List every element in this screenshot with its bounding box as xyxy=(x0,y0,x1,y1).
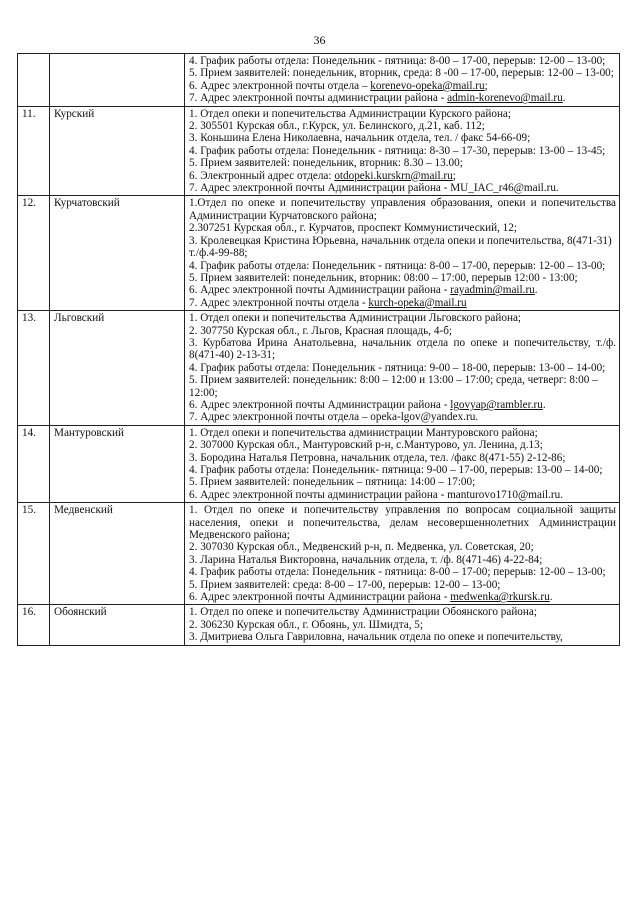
department-info xyxy=(185,605,620,645)
email-link[interactable]: rayadmin@mail.ru xyxy=(450,284,535,297)
info-line xyxy=(189,325,616,337)
table-row xyxy=(18,196,620,311)
district-name xyxy=(50,54,185,107)
info-text: 4. График работы отдела: Понедельник - пятница: 9-00 – 18-00, перерыв: 13-00 – 14-00; xyxy=(189,361,606,374)
info-text: 6. Адрес электронной почты Администрации района - xyxy=(189,284,451,297)
info-text: 1. Отдел по опеке и попечительству Администрации Обоянского района; xyxy=(189,606,537,619)
info-line xyxy=(189,67,616,79)
row-number: 15. xyxy=(18,503,50,605)
info-text: 6. Адрес электронной почты администрации района - manturovo1710@mail.ru. xyxy=(189,488,564,501)
info-line xyxy=(189,197,616,222)
info-line xyxy=(189,631,616,643)
info-text: 6. Адрес электронной почты Администрации района - xyxy=(189,591,451,604)
info-line xyxy=(189,476,616,488)
info-line xyxy=(189,120,616,132)
row-number xyxy=(18,54,50,107)
department-info xyxy=(185,54,620,107)
info-text: 1. Отдел опеки и попечительства Администрации Льговского района; xyxy=(189,312,522,325)
row-number: 11. xyxy=(18,106,50,196)
info-text: 2. 305501 Курская обл., г.Курск, ул. Белинского, д.21, каб. 112; xyxy=(189,120,485,133)
info-text: 1. Отдел опеки и попечительства Администрации Курского района; xyxy=(189,107,512,120)
info-text: 6. Адрес электронной почты отдела – xyxy=(189,79,371,92)
info-text-suffix: . xyxy=(562,92,566,105)
info-text: 7. Адрес электронной почты администрации района - xyxy=(189,92,448,105)
table-row xyxy=(18,503,620,605)
row-number: 12. xyxy=(18,196,50,311)
info-line xyxy=(189,260,616,272)
info-line xyxy=(189,312,616,324)
row-number: 14. xyxy=(18,425,50,502)
info-line xyxy=(189,235,616,260)
info-line xyxy=(189,439,616,451)
info-text-suffix: ; xyxy=(484,79,488,92)
department-info xyxy=(185,503,620,605)
guardianship-departments-table xyxy=(17,53,620,646)
info-line xyxy=(189,566,616,578)
info-line xyxy=(189,297,616,309)
info-text: 4. График работы отдела: Понедельник - пятница: 8-00 – 17-00, перерыв: 12-00 – 13-00; xyxy=(189,55,606,67)
district-name: Медвенский xyxy=(50,503,185,605)
district-name: Обоянский xyxy=(50,605,185,645)
table-row xyxy=(18,106,620,196)
table-row xyxy=(18,605,620,645)
info-text: 2.307251 Курская обл., г. Курчатов, проспект Коммунистический, 12; xyxy=(189,222,517,235)
info-line xyxy=(189,489,616,501)
info-line xyxy=(189,337,616,362)
info-text: 5. Прием заявителей: понедельник, вторник: 08:00 – 17:00, перерыв 12:00 - 13:00; xyxy=(189,271,578,284)
info-text: 3. Коньшина Елена Николаевна, начальник отдела, тел. / факс 54-66-09; xyxy=(189,132,531,145)
info-text-suffix: . xyxy=(542,398,546,411)
district-name: Курчатовский xyxy=(50,196,185,311)
table-row xyxy=(18,425,620,502)
department-info xyxy=(185,196,620,311)
info-line xyxy=(189,170,616,182)
info-text: 2. 307000 Курская обл., Мантуровский р-н, с.Мантурово, ул. Ленина, д.13; xyxy=(189,439,543,452)
district-name: Мантуровский xyxy=(50,425,185,502)
info-text: 7. Адрес электронной почты отдела - xyxy=(189,296,369,309)
info-line xyxy=(189,80,616,92)
info-text: 2. 306230 Курская обл., г. Обоянь, ул. Шмидта, 5; xyxy=(189,618,423,631)
email-link[interactable]: otdopeki.kurskrn@mail.ru xyxy=(334,169,453,182)
info-text: 4. График работы отдела: Понедельник - пятница: 8-30 – 17-30, перерыв: 13-00 – 13-45; xyxy=(189,144,606,157)
info-text: 3. Ларина Наталья Викторовна, начальник отдела, т. /ф. 8(471-46) 4-22-84; xyxy=(189,553,543,566)
info-line xyxy=(189,554,616,566)
info-line xyxy=(189,452,616,464)
department-info xyxy=(185,311,620,426)
email-link[interactable]: admin-korenevo@mail.ru xyxy=(447,92,563,105)
email-link[interactable]: korenevo-opeka@mail.ru xyxy=(370,79,485,92)
info-text: 6. Адрес электронной почты Администрации района - xyxy=(189,398,451,411)
info-text: 3. Курбатова Ирина Анатольевна, начальник отдела по опеке и попечительству, т./ф. 8(471-40) 2-13-31; xyxy=(189,336,616,362)
info-text: 7. Адрес электронной почты Администрации района - MU_IAC_r46@mail.ru. xyxy=(189,182,559,195)
info-line xyxy=(189,464,616,476)
info-line xyxy=(189,619,616,631)
info-line xyxy=(189,55,616,67)
info-text-suffix: ; xyxy=(452,169,456,182)
info-line xyxy=(189,427,616,439)
info-line xyxy=(189,374,616,399)
row-number: 16. xyxy=(18,605,50,645)
info-text: 1.Отдел по опеке и попечительству управления образования, опеки и попечительства Администрации Курчатовского района; xyxy=(189,197,616,222)
info-text: 5. Прием заявителей: понедельник, вторник, среда: 8 -00 – 17-00, перерыв: 12-00 – 13-00; xyxy=(189,67,614,80)
table-row xyxy=(18,54,620,107)
info-text: 1. Отдел опеки и попечительства администрации Мантуровского района; xyxy=(189,426,538,439)
page-number: 36 xyxy=(313,33,326,47)
info-text: 5. Прием заявителей: понедельник, вторник: 8.30 – 13.00; xyxy=(189,157,463,170)
info-line xyxy=(189,591,616,603)
info-line xyxy=(189,399,616,411)
info-line xyxy=(189,157,616,169)
info-line xyxy=(189,145,616,157)
info-line xyxy=(189,411,616,423)
info-text: 6. Электронный адрес отдела: xyxy=(189,169,335,182)
info-line xyxy=(189,504,616,541)
info-text-suffix: . xyxy=(534,284,538,297)
info-text: 2. 307030 Курская обл., Медвенский р-н, п. Медвенка, ул. Советская, 20; xyxy=(189,541,534,554)
info-line xyxy=(189,132,616,144)
info-text: 2. 307750 Курская обл., г. Льгов, Красная площадь, 4-б; xyxy=(189,324,452,337)
department-info xyxy=(185,425,620,502)
info-line xyxy=(189,606,616,618)
info-line xyxy=(189,362,616,374)
info-line xyxy=(189,272,616,284)
info-text: 4. График работы отдела: Понедельник- пятница: 9-00 – 17-00, перерыв: 13-00 – 14-00; xyxy=(189,464,603,476)
email-link[interactable]: lgovyap@rambler.ru xyxy=(450,398,543,411)
table-row xyxy=(18,311,620,426)
info-text: 4. График работы отдела: Понедельник - пятница: 8-00 – 17-00; перерыв: 12-00 – 13-00; xyxy=(189,566,606,579)
info-text: 3. Бородина Наталья Петровна, начальник отдела, тел. /факс 8(471-55) 2-12-86; xyxy=(189,451,566,464)
info-text: 3. Дмитриева Ольга Гавриловна, начальник отдела по опеке и попечительству, xyxy=(189,631,563,644)
district-name: Курский xyxy=(50,106,185,196)
department-info xyxy=(185,106,620,196)
info-line xyxy=(189,541,616,553)
info-line xyxy=(189,284,616,296)
info-text: 3. Кролевецкая Кристина Юрьевна, начальник отдела опеки и попечительства, 8(471-31) т./ф.4-99-88; xyxy=(189,234,612,260)
info-text-suffix: . xyxy=(549,591,553,604)
email-link[interactable]: medwenka@rkursk.ru xyxy=(450,591,550,604)
info-text: 5. Прием заявителей: понедельник: 8:00 – 12:00 и 13:00 – 17:00; среда, четверг: 8:00 – 12:00; xyxy=(189,374,598,399)
info-text: 7. Адрес электронной почты отдела – opeka-lgov@yandex.ru. xyxy=(189,411,479,424)
email-link[interactable]: kurch-opeka@mail.ru xyxy=(368,296,467,309)
info-text: 5. Прием заявителей: среда: 8-00 – 17-00, перерыв: 12-00 – 13-00; xyxy=(189,578,501,591)
info-line xyxy=(189,579,616,591)
district-name: Льговский xyxy=(50,311,185,426)
info-line xyxy=(189,92,616,104)
info-line xyxy=(189,108,616,120)
info-line xyxy=(189,182,616,194)
info-text: 1. Отдел по опеке и попечительству управления по вопросам социальной защиты населения, опеки и попечительства, делам несовершеннолетних Администрации Медвенского района; xyxy=(189,504,616,542)
info-text: 5. Прием заявителей: понедельник – пятница: 14:00 – 17:00; xyxy=(189,476,476,489)
row-number: 13. xyxy=(18,311,50,426)
info-text: 4. График работы отдела: Понедельник - пятница: 8-00 – 17-00, перерыв: 12-00 – 13-00; xyxy=(189,259,606,272)
info-line xyxy=(189,222,616,234)
